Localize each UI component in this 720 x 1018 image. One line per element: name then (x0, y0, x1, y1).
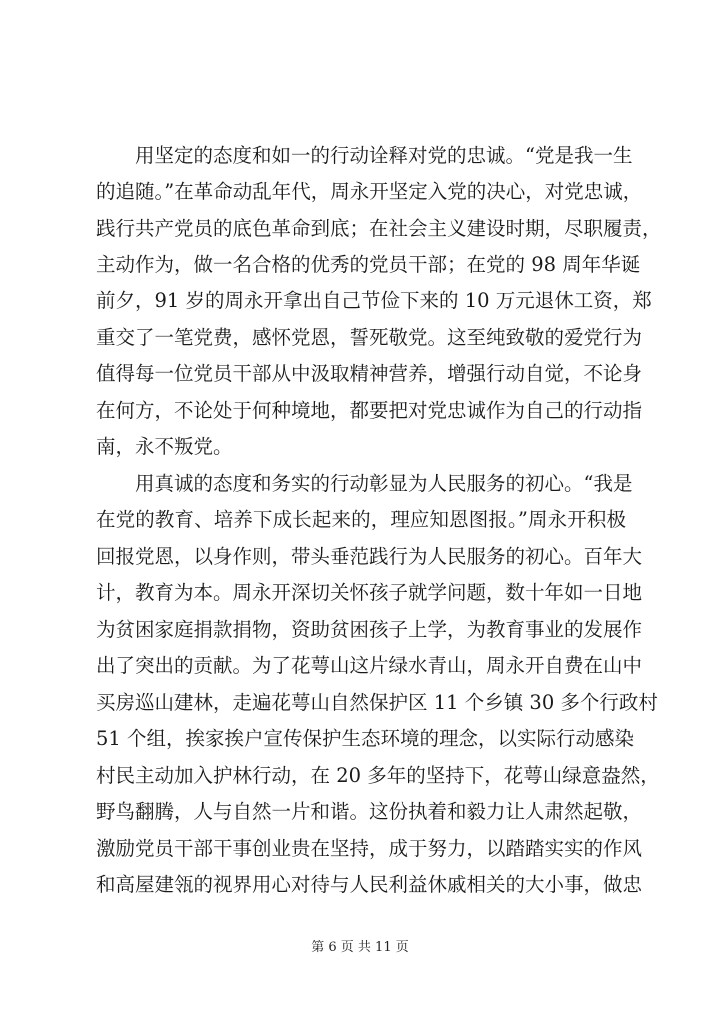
text-line: 用坚定的态度和如一的行动诠释对党的忠诚。“党是我一生 (135, 144, 633, 167)
text-line: 在党的教育、培养下成长起来的，理应知恩图报。”周永开积极 (96, 508, 626, 531)
text-line: 激励党员干部干事创业贵在坚持，成于努力，以踏踏实实的作风 (96, 837, 643, 860)
text-line: 买房巡山建林，走遍花萼山自然保护区 11 个乡镇 30 多个行政村 (96, 691, 658, 714)
text-line: 51 个组，挨家挨户宣传保护生态环境的理念，以实际行动感染 (96, 727, 635, 750)
text-line: 和高屋建瓴的视界用心对待与人民利益休戚相关的大小事，做忠 (96, 873, 643, 896)
text-line: 为贫困家庭捐款捐物，资助贫困孩子上学，为教育事业的发展作 (96, 618, 643, 641)
text-line: 计，教育为本。周永开深切关怀孩子就学问题，数十年如一日地 (96, 581, 643, 604)
text-line: 重交了一笔党费，感怀党恩，誓死敬党。这至纯致敬的爱党行为 (96, 326, 643, 349)
text-line: 的追随。”在革命动乱年代，周永开坚定入党的决心，对党忠诚， (96, 180, 643, 203)
text-line: 在何方，不论处于何种境地，都要把对党忠诚作为自己的行动指 (96, 399, 643, 422)
text-line: 用真诚的态度和务实的行动彰显为人民服务的初心。“我是 (135, 472, 633, 495)
text-line: 村民主动加入护林行动，在 20 多年的坚持下，花萼山绿意盎然， (96, 764, 660, 787)
text-line: 主动作为，做一名合格的优秀的党员干部；在党的 98 周年华诞 (96, 253, 641, 276)
text-line: 值得每一位党员干部从中汲取精神营养，增强行动自觉，不论身 (96, 362, 643, 385)
page-number-footer: 第 6 页 共 11 页 (311, 940, 409, 955)
text-line: 前夕，91 岁的周永开拿出自己节俭下来的 10 万元退休工资，郑 (96, 289, 652, 312)
text-line: 南，永不叛党。 (96, 435, 233, 458)
text-line: 回报党恩，以身作则，带头垂范践行为人民服务的初心。百年大 (96, 545, 643, 568)
text-line: 出了突出的贡献。为了花萼山这片绿水青山，周永开自费在山中 (96, 654, 643, 677)
text-line: 践行共产党员的底色革命到底；在社会主义建设时期，尽职履责， (96, 217, 662, 240)
text-line: 野鸟翻腾，人与自然一片和谐。这份执着和毅力让人肃然起敬， (96, 800, 643, 823)
